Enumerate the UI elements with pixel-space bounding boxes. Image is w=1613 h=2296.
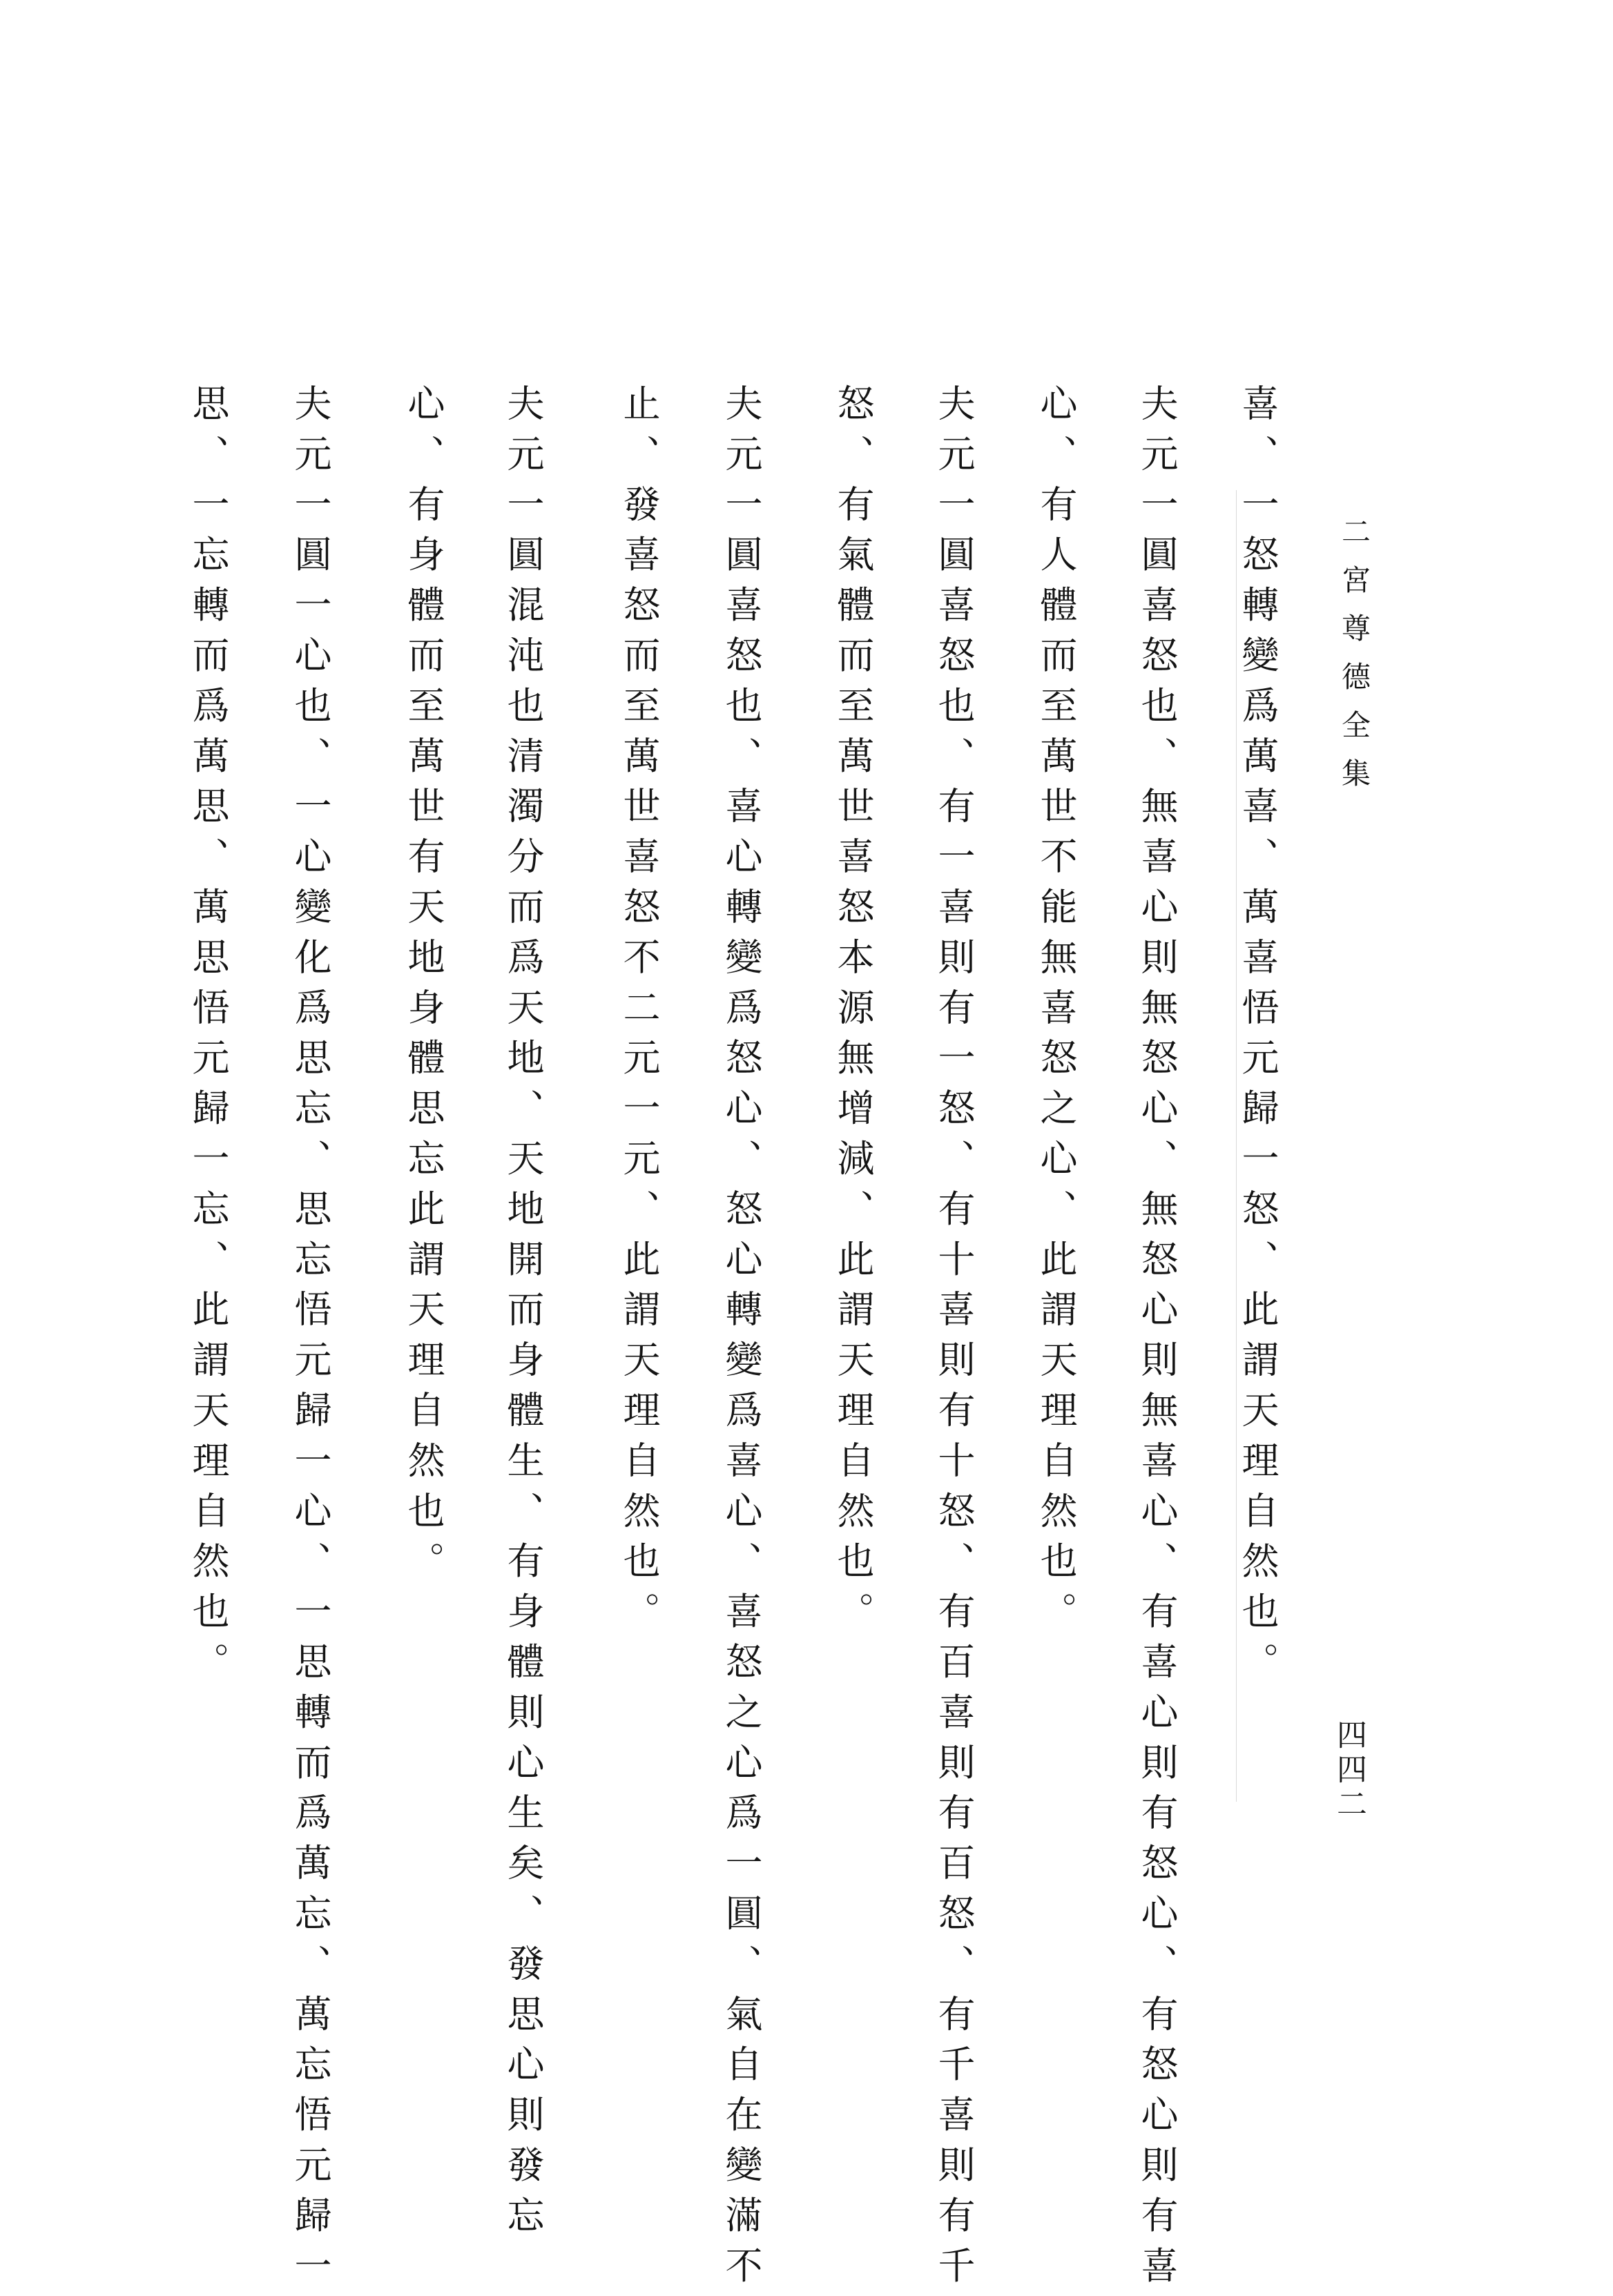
text-column-6: 夫元一圓喜怒也、喜心轉變爲怒心、怒心轉變爲喜心、喜怒之心爲一圓、氣自在變滿不 [719,384,763,2296]
text-column-8: 夫元一圓混沌也清濁分而爲天地、天地開而身體生、有身體則心生矣、發思心則發忘 [501,384,545,2246]
running-header-title: 二宮尊德全集 [1337,516,1371,806]
text-column-4: 夫元一圓喜怒也、有一喜則有一怒、有十喜則有十怒、有百喜則有百怒、有千喜則有千 [932,384,976,2296]
text-column-10: 夫元一圓一心也、一心變化爲思忘、思忘悟元歸一心、一思轉而爲萬忘、萬忘悟元歸一 [289,384,332,2296]
page-number: 四四二 [1331,1719,1366,1822]
text-column-3: 心、有人體而至萬世不能無喜怒之心、此謂天理自然也。 [1034,384,1078,1642]
text-column-5: 怒、有氣體而至萬世喜怒本源無增減、此謂天理自然也。 [831,384,875,1642]
text-column-7: 止、發喜怒而至萬世喜怒不二元一元、此謂天理自然也。 [617,384,661,1642]
text-column-2: 夫元一圓喜怒也、無喜心則無怒心、無怒心則無喜心、有喜心則有怒心、有怒心則有喜 [1135,384,1179,2296]
text-column-1: 喜、一怒轉變爲萬喜、萬喜悟元歸一怒、此謂天理自然也。 [1236,384,1279,1693]
text-column-9: 心、有身體而至萬世有天地身體思忘此謂天理自然也。 [402,384,445,1592]
text-column-11: 思、一忘轉而爲萬思、萬思悟元歸一忘、此謂天理自然也。 [186,384,230,1693]
